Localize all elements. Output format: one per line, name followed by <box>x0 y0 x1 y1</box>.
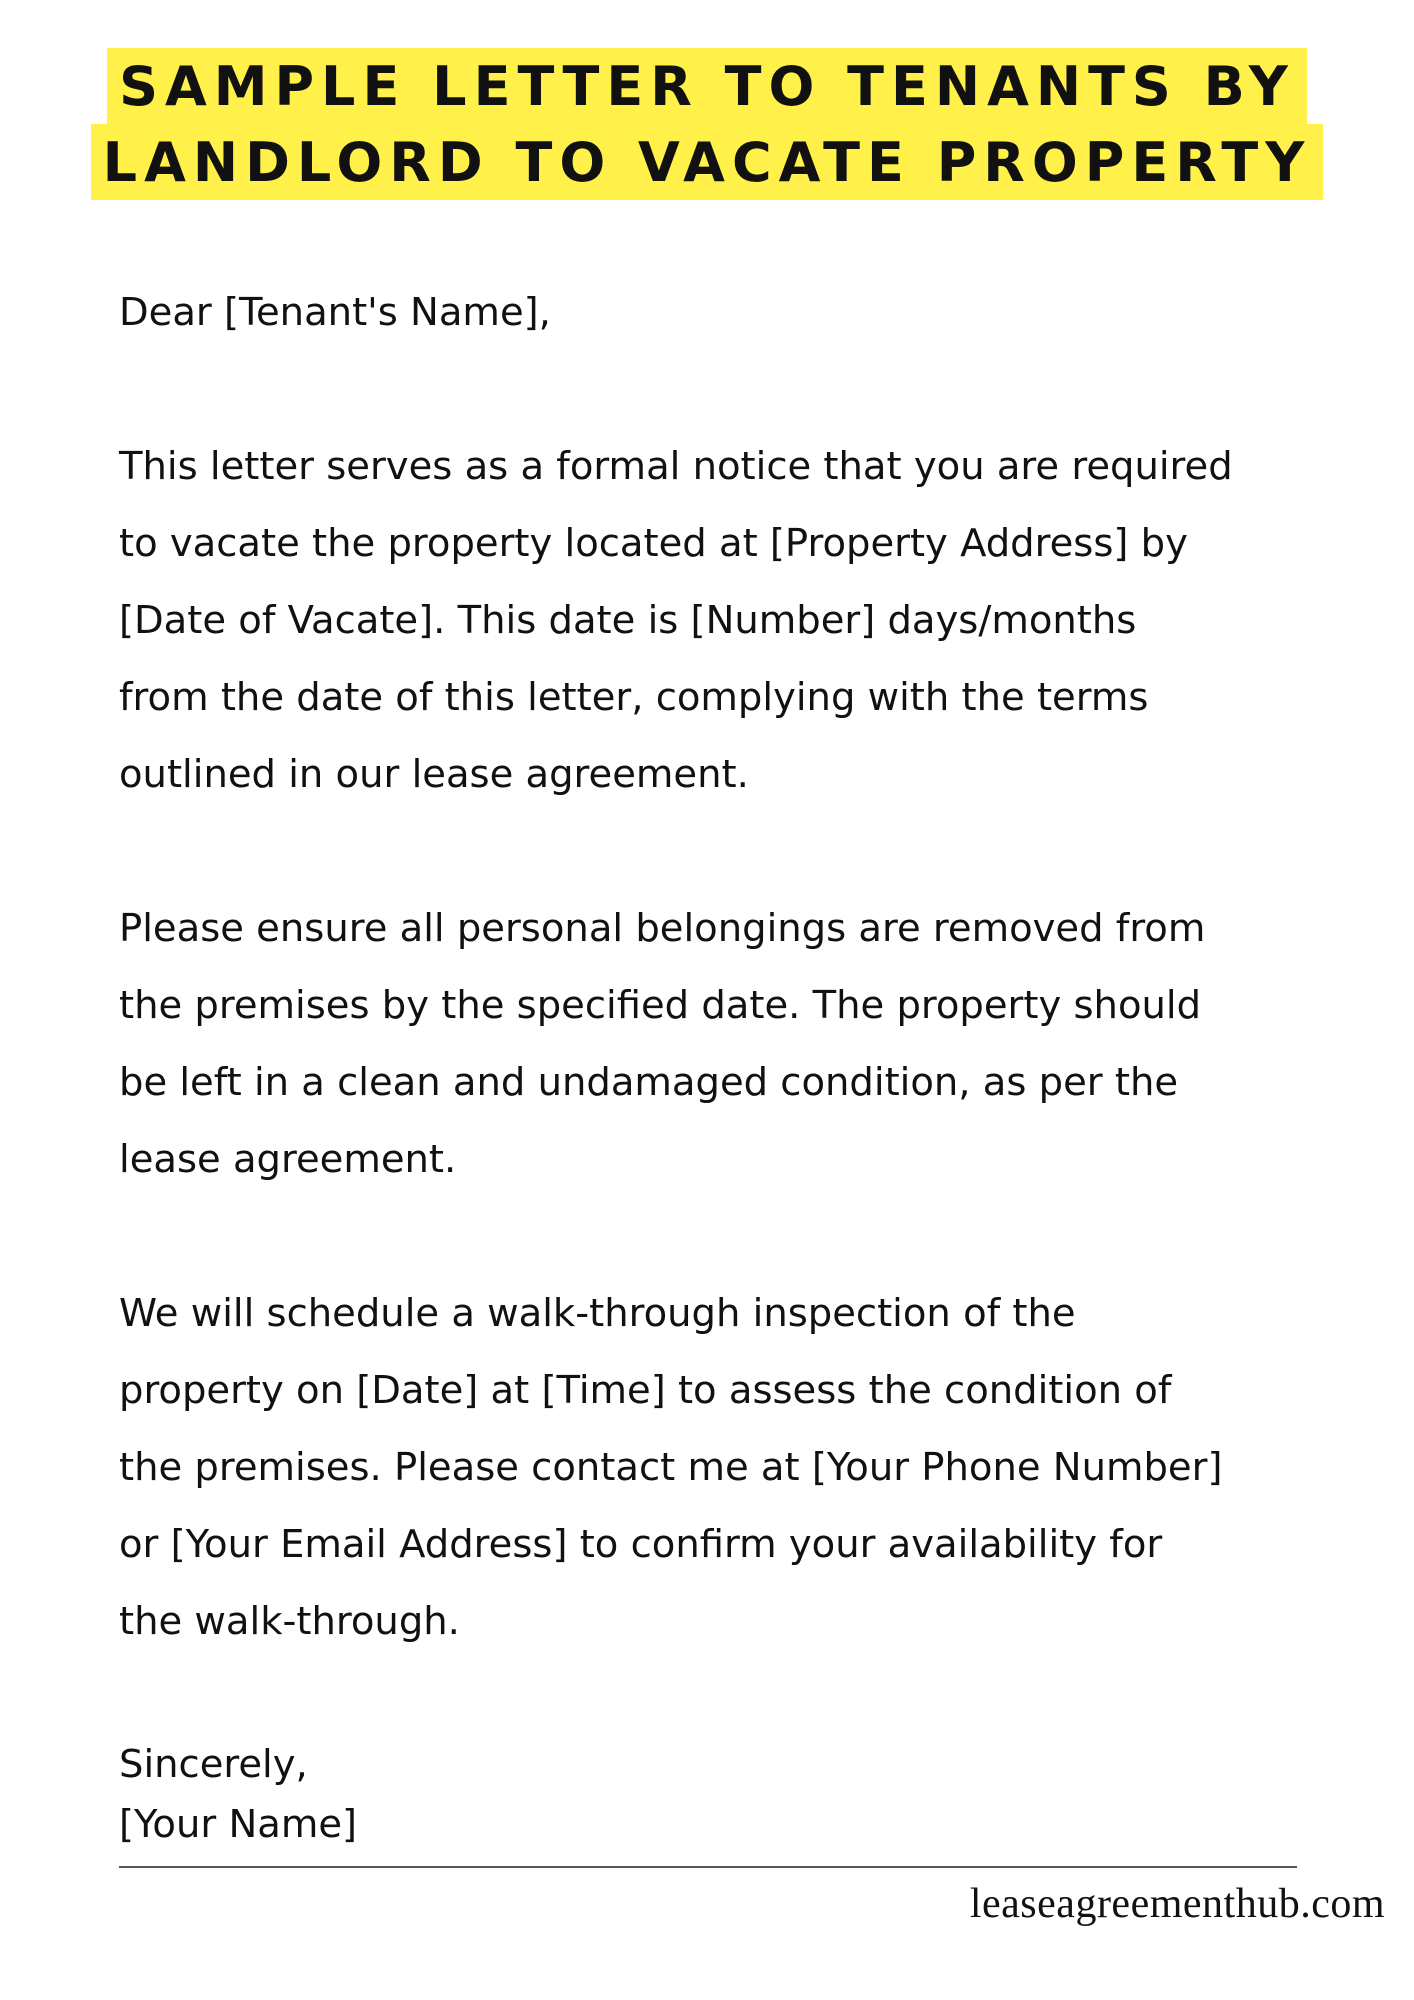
paragraph-notice <box>119 428 1369 813</box>
paragraph-line: Please ensure all personal belongings are removed from <box>119 906 1206 951</box>
paragraph-line: property on [Date] at [Time] to assess the condition of <box>119 1368 1172 1413</box>
paragraph-line: from the date of this letter, complying with the terms <box>119 675 1149 720</box>
paragraph-line: outlined in our lease agreement. <box>119 752 749 797</box>
paragraph-inspection <box>119 1275 1369 1660</box>
paragraph-line: or [Your Email Address] to confirm your availability for <box>119 1522 1163 1567</box>
paragraph-line: This letter serves as a formal notice that you are required <box>119 444 1233 489</box>
greeting: Dear [Tenant's Name], <box>119 290 551 335</box>
paragraph-line: the premises. Please contact me at [Your Phone Number] <box>119 1445 1223 1490</box>
paragraph-line: [Date of Vacate]. This date is [Number] days/months <box>119 598 1137 643</box>
closing: Sincerely, <box>119 1742 308 1787</box>
paragraph-belongings <box>119 890 1369 1198</box>
paragraph-line: be left in a clean and undamaged condition, as per the <box>119 1060 1179 1105</box>
paragraph-line: to vacate the property located at [Property Address] by <box>119 521 1188 566</box>
signature-name: [Your Name] <box>119 1802 358 1847</box>
signature-line <box>119 1866 1297 1868</box>
title-line-2: LANDLORD TO VACATE PROPERTY <box>91 124 1324 200</box>
paragraph-line: the premises by the specified date. The property should <box>119 983 1202 1028</box>
paragraph-line: We will schedule a walk-through inspection of the <box>119 1291 1076 1336</box>
paragraph-line: the walk-through. <box>119 1599 460 1644</box>
paragraph-line: lease agreement. <box>119 1137 457 1182</box>
closing-block <box>119 1735 1369 1855</box>
title-line-1: SAMPLE LETTER TO TENANTS BY <box>107 48 1307 124</box>
footer-website: leaseagreementhub.com <box>969 1881 1385 1927</box>
page-title <box>0 48 1414 200</box>
